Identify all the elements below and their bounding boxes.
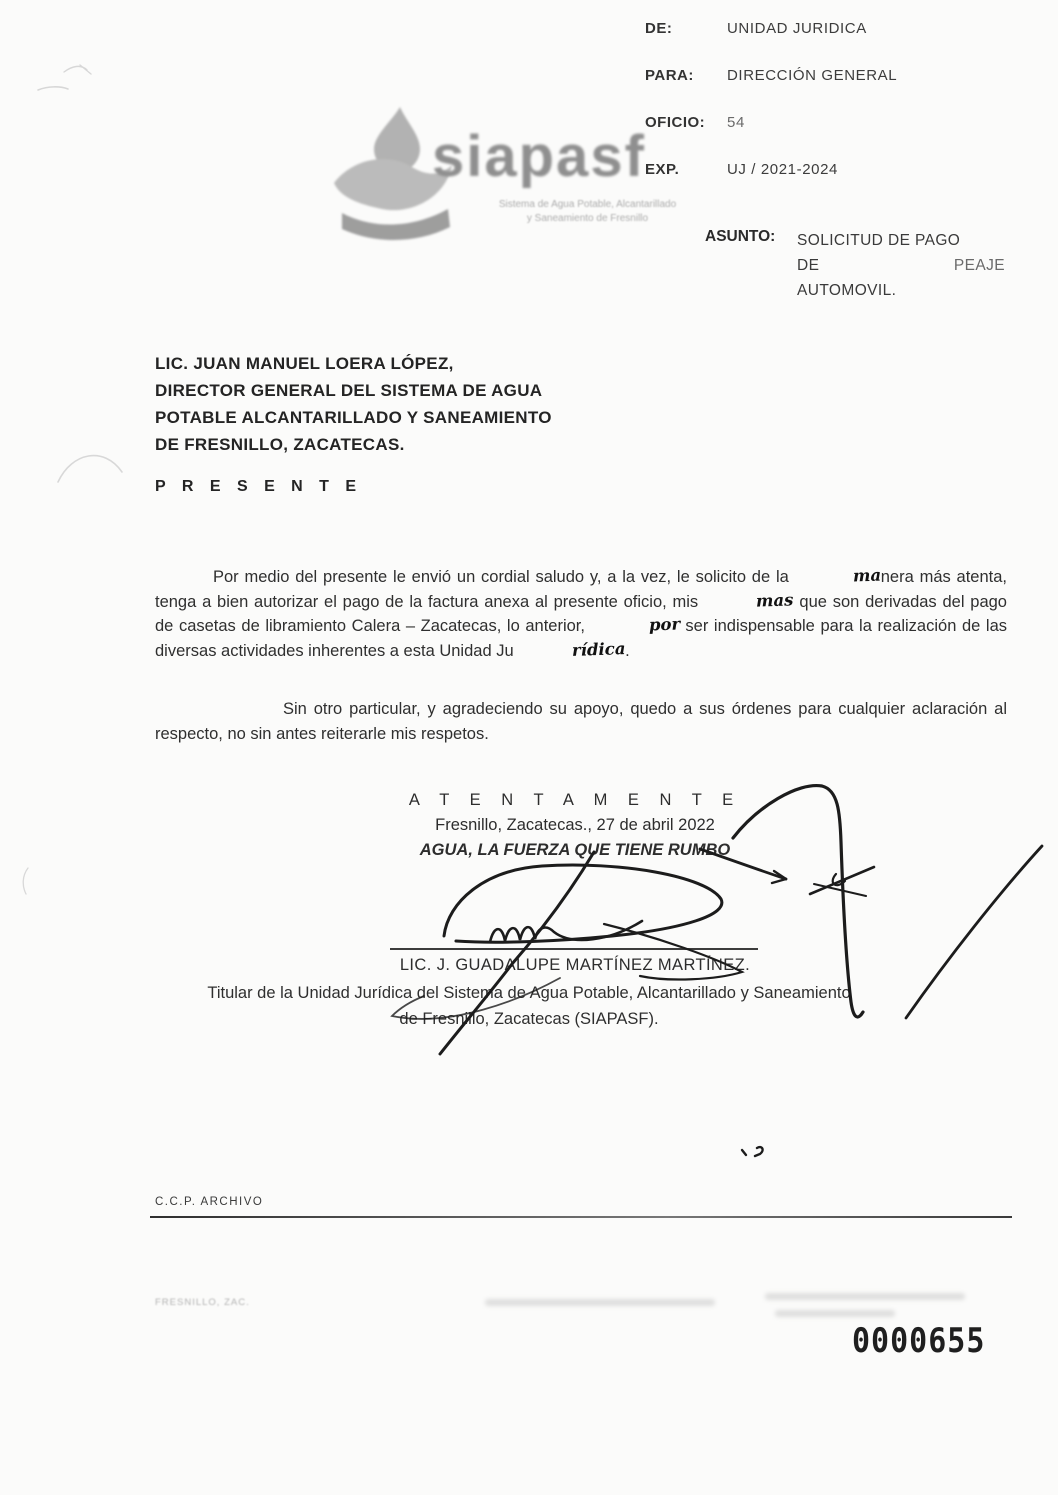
body-paragraph-1: Por medio del presente le envió un cordial saludo y, a la vez, le solicito de la manera más atenta, tenga a bien autorizar el pago de la factura anexa al presente oficio, mis mas que son derivadas del pago de casetas de libramiento Calera – Zacatecas, lo anterior, por ser indispensable para la realización de las diversas actividades inherentes a esta Unidad Ju rídica. [155,565,1007,664]
field-para-value: DIRECCIÓN GENERAL [727,67,898,84]
recipient-block [155,350,655,458]
field-oficio [645,114,1025,131]
footer-rule [150,1216,1012,1218]
logo-tagline: Sistema de Agua Potable, Alcantarillado y Saneamiento de Fresnillo [498,199,677,224]
footer-illegible-smudge [765,1293,965,1300]
subject-line2: DE PEAJE [797,257,1005,274]
handwritten-correction: ma [852,565,882,586]
signatory-title-1: Titular de la Unidad Jurídica del Sistema de Agua Potable, Alcantarillado y Saneamiento [207,984,851,1002]
subject-label: ASUNTO: [705,228,776,245]
signatory-title-2: de Fresnillo, Zacatecas (SIAPASF). [399,1010,659,1028]
body-paragraph-2: Sin otro particular, y agradeciendo su apoyo, quedo a sus órdenes para cualquier aclaración al respecto, no sin antes reiterarle mis respetos. [155,700,1007,743]
subject-line1: SOLICITUD DE PAGO [797,232,961,249]
recipient-title-1: DIRECTOR GENERAL DEL SISTEMA DE AGUA [155,381,543,400]
logo-brand-text: siapasf [432,124,646,189]
field-exp-value: UJ / 2021-2024 [727,161,838,178]
recipient-title-2: POTABLE ALCANTARILLADO Y SANEAMIENTO [155,408,552,427]
field-de [645,20,1025,37]
subject-line3: AUTOMOVIL. [797,282,897,299]
footer-illegible-smudge [775,1310,895,1317]
field-exp-label: EXP. [645,161,680,178]
folio-stamp: 0000655 [852,1321,986,1362]
recipient-name: LIC. JUAN MANUEL LOERA LÓPEZ, [155,354,454,373]
field-para [645,67,1025,84]
signature-rule [390,948,758,950]
subject-value [797,228,1005,303]
handwritten-correction: mas [755,590,794,611]
field-de-value: UNIDAD JURIDICA [727,20,867,37]
field-oficio-label: OFICIO: [645,114,706,131]
footer-place: FRESNILLO, ZAC. [155,1297,250,1308]
recipient-title-3: DE FRESNILLO, ZACATECAS. [155,435,405,454]
subject-block [705,228,1015,303]
field-de-label: DE: [645,20,673,37]
header-fields [645,20,1025,208]
signatory-name: LIC. J. GUADALUPE MARTÍNEZ MARTÍNEZ. [399,956,751,974]
field-oficio-value: 54 [727,114,745,131]
closing-motto: AGUA, LA FUERZA QUE TIENE RUMBO [419,841,731,859]
handwritten-correction: rídica [571,639,626,661]
salutation-presente: P R E S E N T E [155,478,363,495]
field-para-label: PARA: [645,67,694,84]
closing-block [280,788,870,863]
closing-atentamente: A T E N T A M E N T E [408,791,742,809]
field-exp [645,161,1025,178]
handwritten-correction: por [648,614,681,635]
ccp-line: C.C.P. ARCHIVO [155,1196,264,1208]
closing-place-date: Fresnillo, Zacatecas., 27 de abril 2022 [435,816,715,834]
footer-illegible-smudge [485,1299,715,1306]
